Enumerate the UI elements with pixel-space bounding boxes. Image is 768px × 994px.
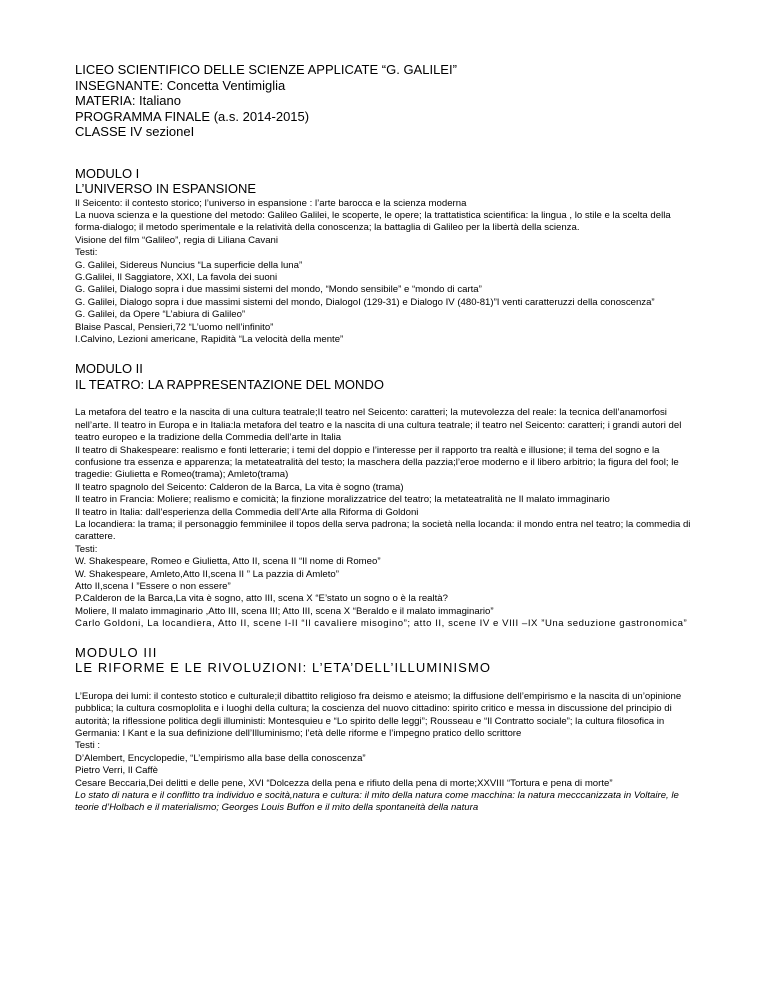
modulo-3-line: Pietro Verri, Il Caffè: [75, 765, 159, 777]
modulo-1-line: Il Seicento: il contesto storico; l’universo in espansione : l’arte barocca e la scienza moderna: [75, 197, 467, 209]
modulo-3-line: L’Europa dei lumi: il contesto stotico e culturale;il dibattito religioso fra deismo e ateismo; la diffusione dell’empirismo e la nascita di un’opinione pubblica; la cultura cosmoplolita e i luoghi della cultura; la coscienza del nuovo cittadino: spirito critico e messa in discussione del principio di autorità; la riflessione politica degli illuministi: Montesquieu e “Lo spirito delle leggi”; Rousseau e “Il Contratto sociale”; la cultura filosofica in Germania: I Kant e la sua definizione dell’Illuminismo; l’età delle riforme e l’impegno pratico dello scrittore: [75, 690, 682, 739]
modulo-2-line: Atto II,scena I ”Essere o non essere”: [75, 581, 231, 593]
class-line: CLASSE IV sezioneI: [75, 124, 195, 139]
modulo-2-line: Il teatro spagnolo del Seicento: Calderon de la Barca, La vita è sogno (trama): [75, 481, 404, 493]
modulo-1-line: La nuova scienza e la questione del metodo: Galileo Galilei, le scoperte, le opere; la trattatistica scientifica: la lingua , lo stile e la scelta della forma-dialogo; il metodo sperimentale e la relatività della conoscenza; la battaglia di Galileo per la libertà della scienza.: [75, 209, 671, 234]
modulo-2-line: La locandiera: la trama; il personaggio femminilee il topos della serva padrona; la società nella locanda: il mondo entra nel teatro; la commedia di carattere.: [75, 519, 691, 543]
modulo-2-line: La metafora del teatro e la nascita di una cultura teatrale;Il teatro nel Seicento: caratteri; la mutevolezza del reale: la tecnica dell’anamorfosi nell’arte. Il teatro in Europa e in Italia:la metafora del teatro e la nascita di una cultura teatrale; il teatro nel Seicento: caratteri; i grandi autori del teatro europeo e la tradizione della Commedia dell’arte in Italia: [75, 407, 682, 444]
modulo-2-body: [75, 407, 700, 630]
modulo-2-line: W. Shakespeare, Romeo e Giulietta, Atto II, scena II “Il nome di Romeo”: [75, 556, 381, 568]
modulo-2-line: Il teatro di Shakespeare: realismo e fonti letterarie; i temi del doppio e l’interesse per il rapporto tra realtà e illusione; il tema del sogno e la confusione tra essenza e apparenza; la metateatralità del testo; la maschera della pazzia;l’eroe moderno e il libero arbitrio; la figura del fool; le tragedie: Giulietta e Romeo(trama); Amleto(trama): [75, 444, 679, 481]
modulo-2-line: W. Shakespeare, Amleto,Atto II,scena II ” La pazzia di Amleto”: [75, 568, 339, 580]
modulo-1-line: Testi:: [75, 247, 98, 259]
modulo-3-number: MODULO III: [75, 644, 158, 660]
document-header: [75, 62, 700, 140]
program-line: PROGRAMMA FINALE (a.s. 2014-2015): [75, 108, 310, 124]
modulo-1-line: G. Galilei, Sidereus Nuncius “La superficie della luna”: [75, 259, 303, 271]
subject-line: MATERIA: Italiano: [75, 93, 181, 108]
modulo-1-section: [75, 166, 700, 347]
modulo-1-body: [75, 198, 700, 347]
modulo-1-number: MODULO I: [75, 165, 140, 181]
school-name: LICEO SCIENTIFICO DELLE SCIENZE APPLICATE “G. GALILEI”: [75, 62, 457, 77]
modulo-2-number: MODULO II: [75, 361, 143, 377]
modulo-1-line: G.Galilei, Il Saggiatore, XXI, La favola dei suoni: [75, 271, 278, 283]
modulo-3-line: D’Alembert, Encyclopedie, “L’empirismo alla base della conoscenza”: [75, 752, 366, 764]
modulo-1-title: L’UNIVERSO IN ESPANSIONE: [75, 181, 257, 196]
modulo-1-line: G. Galilei, Dialogo sopra i due massimi sistemi del mondo, “Mondo sensibile” e “mondo di carta”: [75, 284, 482, 296]
modulo-2-line: P.Calderon de la Barca,La vita è sogno, atto III, scena X “E’stato un sogno o è la realtà?: [75, 593, 448, 605]
modulo-2-title: IL TEATRO: LA RAPPRESENTAZIONE DEL MONDO: [75, 376, 384, 392]
modulo-1-line: Blaise Pascal, Pensieri,72 “L’uomo nell’infinito”: [75, 321, 274, 333]
modulo-3-section: [75, 645, 700, 815]
modulo-2-line: Moliere, Il malato immaginario ,Atto III, scena III; Atto III, scena X “Beraldo e il malato immaginario”: [75, 605, 494, 617]
modulo-1-line: Visione del film “Galileo”, regia di Liliana Cavani: [75, 234, 278, 246]
modulo-3-title: LE RIFORME E LE RIVOLUZIONI: L’ETA’DELL’ILLUMINISMO: [75, 660, 492, 676]
modulo-2-line: Testi:: [75, 543, 98, 555]
modulo-1-line: G. Galilei, Dialogo sopra i due massimi sistemi del mondo, DialogoI (129-31) e Dialogo IV (480-81)”I venti caratteruzzi della conoscenza”: [75, 296, 655, 308]
modulo-3-italic-paragraph: Lo stato di natura e il conflitto tra individuo e socità,natura e cultura: il mito della natura come macchina: la natura mecccanizzata in Voltaire, le teorie d’Holbach e il materialismo; Georges Louis Buffon e il mito della spontaneità della natura: [75, 789, 679, 814]
modulo-3-body: [75, 691, 700, 815]
document-page: [75, 62, 700, 815]
modulo-1-line: G. Galilei, da Opere “L’abiura di Galileo”: [75, 309, 246, 321]
modulo-2-line: Il teatro in Francia: Moliere; realismo e comicità; la finzione moralizzatrice del teatro; la metateatralità ne Il malato immaginario: [75, 494, 610, 506]
modulo-3-line: Testi :: [75, 740, 101, 752]
modulo-2-line: Il teatro in Italia: dall’esperienza della Commedia dell’Arte alla Riforma di Goldoni: [75, 506, 419, 518]
teacher-line: INSEGNANTE: Concetta Ventimiglia: [75, 77, 286, 93]
modulo-1-line: I.Calvino, Lezioni americane, Rapidità “La velocità della mente”: [75, 333, 344, 345]
modulo-2-section: [75, 361, 700, 630]
modulo-3-line: Cesare Beccaria,Dei delitti e delle pene, XVI “Dolcezza della pena e rifiuto della pena di morte;XXVIII “Tortura e pena di morte”: [75, 777, 613, 789]
modulo-2-goldoni-line: Carlo Goldoni, La locandiera, Atto II, scene I-II “Il cavaliere misogino”; atto II, scene IV e VIII –IX ”Una seduzione gastronomica”: [75, 618, 688, 630]
